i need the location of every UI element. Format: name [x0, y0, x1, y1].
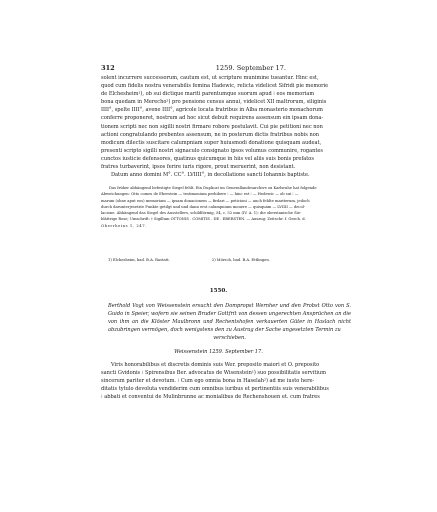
text-line: quod cum fidelis nostra venerabilis femina Hadewic, relicta videlicet Sifridi pie memorie — [101, 83, 329, 90]
text-line: ⁝ abbati et conventui de Mulinbrunne ac monialibus de Rechenshouen et. cum fratres — [101, 394, 320, 401]
dateline: Weissenstein 1259. September 17. — [174, 349, 263, 355]
text-line: Viris honorabilibus et discretis dominis suis Wer. preposito maiori et O. preposito — [111, 362, 320, 368]
apparatus-line: blättrige Rose; Umschrift: † Sigillum OTTONIS . COMITIS . DE . EBERSTEN. — Auszug: Zeitschr. f. Gesch. d. — [101, 217, 306, 222]
datum-line: Datum anno domini M°. CC°. LVIIII°, in decollatione sancti Iohannis baptiste. — [111, 172, 310, 179]
text-line: conferre proponeret, nostrum ad hoc sicut debuit requirens assensum ein ipsam dona- — [101, 115, 324, 122]
apparatus-line: marum (ohne aput eos) memoriam — ipsam donacionem — firdari — peticioni — auch fehlte mariterum, jedoch — [101, 198, 310, 203]
apparatus-line: durch darunterjesetzte Punkte getilgt und und dann erst calumpnium mouere — quisquam — LVIIII — decol- — [101, 204, 306, 209]
text-line: tionem scripti nec non sigilli nostri firmare robore postulavit. Cui pie petitioni nec non — [101, 123, 323, 130]
running-header — [101, 64, 351, 72]
text-line: solent incurrere successorum, cautum est, ut scripture munimine tueantur. Hinc est, — [101, 75, 319, 81]
text-line: presenti scripto sigilli nostri signaculo consignato ipsos volumus communire, rogantes — [101, 147, 323, 154]
regest-summary — [108, 302, 351, 342]
header-date: 1259. September 17. — [215, 64, 287, 72]
text-line: cunctos iusticie defensores, quatinus quicumque in hiis vel aliis suis bonis prefatos — [101, 155, 314, 162]
document-number: 1550. — [209, 288, 228, 294]
apparatus-line: lacione. Abhängend das Siegel des Ausstellers, schildförmig, 54, c. 52 mm (IV. A. 1): die oberstanische Sie- — [101, 211, 302, 216]
text-line: sancti Gvidonis ⁝ Spirensibus Ber. advocatus de Wisenstein¹) suo possibilitatis servitium — [101, 370, 327, 377]
text-line: ditatis tytulo devoluta vendiderim cum omnibus iuribus et pertinentiis suis venerabilibus — [101, 386, 329, 393]
text-line: fratres turbaverint, ipsos ferire iuris rigore, prout meruerint, non desistant. — [101, 164, 296, 171]
critical-apparatus — [101, 185, 358, 229]
footnote: 2) Mörsch, bad. B.A. Ettlingen. — [211, 258, 270, 262]
apparatus-line: Das früher abhängend befestigte Siegel fehlt. Ein Duplicat im Generallandesarchive zu Karlsruhe hat folgende — [109, 186, 317, 190]
charter-text-bottom — [101, 361, 358, 401]
text-line: modicum dilectis suscitare calumpniam super huiusmodi donatione quisquam audeat, — [101, 139, 322, 146]
text-line: actioni congratulando prebentes assensum, ne in posterum dictis fratribus nobis non — [101, 131, 319, 138]
text-line: de Elchesheim¹), ob sui dictique mariti parentumque suorum apud ⁝ eos memoriam — [101, 91, 315, 98]
regest-text: Berthold Vogt von Weissenstein ersucht den Dompropst Wernher und den Probst Otto von S. Guido in Speier, wofern sie seinen Bruder Gottfrit von dessen ungerechten Ansprüchen an die von ihm an die Klöster Maulbronn und Rechentshofen verkauerten Güter in Haslach nicht abzubringen vermögen, doch wenigstens den zu Austrag der Sache angesetzten Termin zu — [108, 303, 351, 334]
page-number: 312 — [101, 64, 115, 72]
footnote: 1) Elchesheim, bad. B.A. Rastatt. — [108, 258, 170, 262]
charter-text-top — [101, 74, 358, 179]
regest-text-end: verschieben. — [213, 335, 246, 342]
apparatus-line: Abweichungen: Otto comes de Eberstein — testimonium perhibere ⁝ — hinc est ⁝ — Hedewic — ob sui ⁝ — — [101, 192, 299, 197]
footnotes — [108, 257, 358, 263]
apparatus-line: Oberrheins 1, 247. — [101, 223, 147, 228]
text-line: IIII°, spelte IIII°, avene IIII°, agricole locata fratribus in Alba monasterio monachorum — [101, 107, 323, 114]
text-line: bona quedam in Merecho²) pro pensione census annui, videlicet XII maltrorum, siliginis — [101, 99, 327, 106]
text-line: sincerum pariter et devotum. ⁝ Cum ego omnia bona in Haselah²) ad me iusto here- — [101, 378, 315, 385]
